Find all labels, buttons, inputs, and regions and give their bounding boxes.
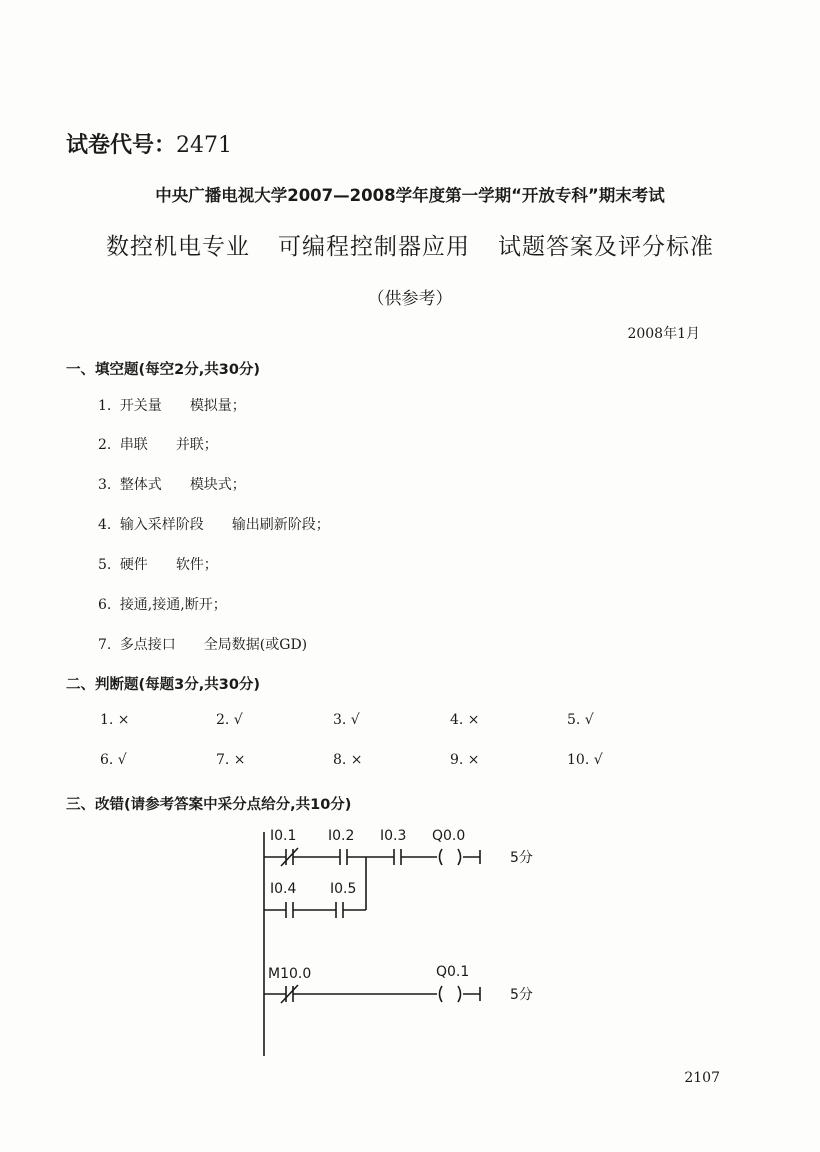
judge-answer-5: 5. √ [567,712,594,728]
exam-code-label: 试卷代号： [66,133,177,158]
label-i0-1: I0.1 [270,828,297,844]
course-name: 可编程控制器应用 [278,234,470,260]
coil-q0-0 [440,849,461,865]
label-q0-1: Q0.1 [436,964,470,980]
score-rung1: 5分 [510,850,533,866]
coil-q0-1 [440,986,461,1002]
fill-answer-2: 2. 串联 并联； [98,437,218,453]
label-q0-0: Q0.0 [432,828,466,844]
exam-title-line: 中央广播电视大学2007—2008学年度第一学期“开放专科”期末考试 [155,186,665,205]
exam-date: 2008年1月 [627,326,700,342]
judge-answer-6: 6. √ [100,752,127,768]
reference-note: （供参考） [367,289,453,309]
section2-title: 二、判断题(每题3分,共30分) [66,677,261,693]
document-type: 试题答案及评分标准 [498,234,714,260]
label-i0-4: I0.4 [270,881,297,897]
label-m10-0: M10.0 [268,966,312,982]
label-i0-3: I0.3 [380,828,407,844]
label-i0-5: I0.5 [330,881,357,897]
fill-answer-7: 7. 多点接口 全局数据(或GD) [98,637,308,653]
fill-answer-3: 3. 整体式 模块式； [98,477,246,493]
judge-answer-7: 7. × [216,752,246,768]
judge-answer-2: 2. √ [216,712,243,728]
judge-answer-10: 10. √ [567,752,603,768]
label-i0-2: I0.2 [328,828,355,844]
page-number: 2107 [684,1070,720,1086]
judge-answer-4: 4. × [450,712,480,728]
fill-answer-5: 5. 硬件 软件； [98,557,218,573]
judge-answer-3: 3. √ [333,712,360,728]
judge-answer-9: 9. × [450,752,480,768]
judge-answer-8: 8. × [333,752,363,768]
major-name: 数控机电专业 [106,234,250,260]
judge-answer-1: 1. × [100,712,130,728]
section3-title: 三、改错(请参考答案中采分点给分,共10分) [66,797,352,813]
fill-answer-6: 6. 接通,接通,断开； [98,597,227,613]
fill-answer-1: 1. 开关量 模拟量； [98,398,246,414]
exam-code-number: 2471 [176,133,233,158]
section1-title: 一、填空题(每空2分,共30分) [66,362,261,378]
score-rung2: 5分 [510,987,533,1003]
fill-answer-4: 4. 输入采样阶段 输出刷新阶段； [98,517,330,533]
